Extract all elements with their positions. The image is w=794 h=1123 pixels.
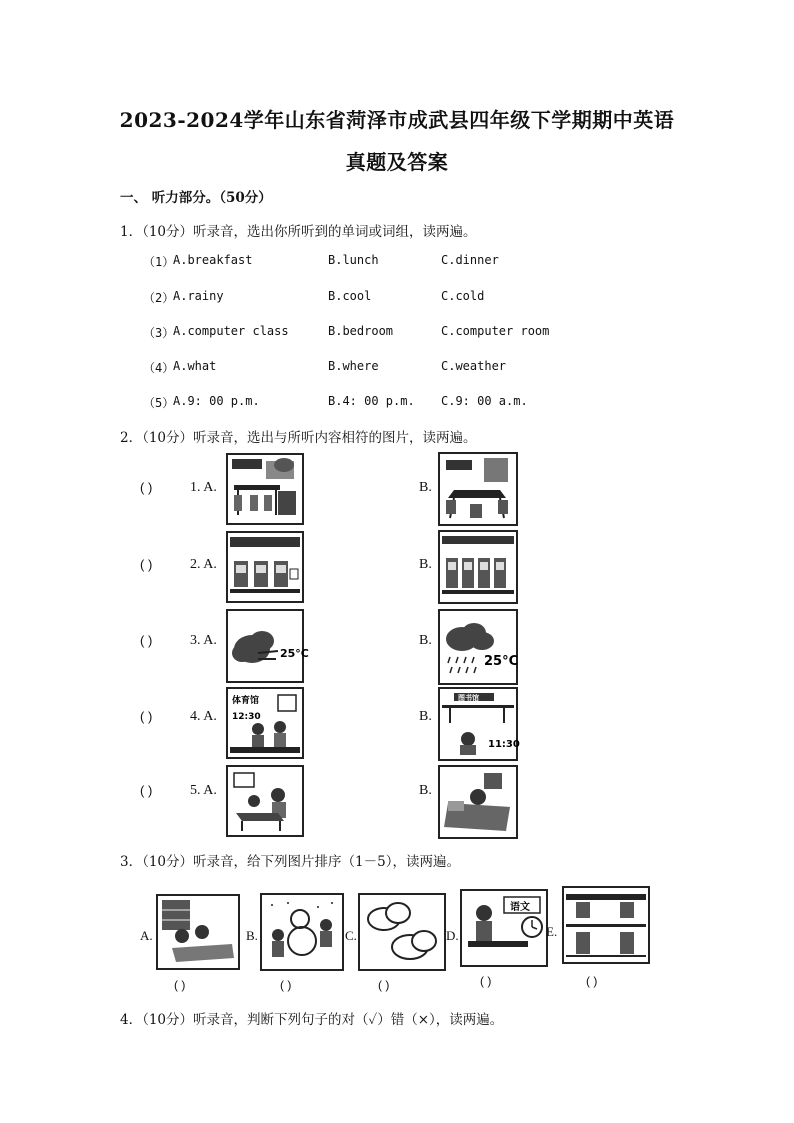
option-b: B.lunch <box>328 253 379 267</box>
page-title-line2: 真题及答案 <box>345 150 449 174</box>
answer-blank[interactable]: ( ) <box>586 974 598 988</box>
picture-room-four-computers <box>438 530 518 604</box>
option-a: A.9: 00 p.m. <box>173 394 260 408</box>
q3-label-a: A. <box>140 928 153 943</box>
answer-blank[interactable]: ( ) <box>140 633 153 648</box>
item-number: （2） <box>143 291 175 305</box>
q2-row5-label-b: B. <box>419 783 432 798</box>
item-number: （5） <box>143 396 175 410</box>
page-title-line1: 2023-2024学年山东省菏泽市成武县四年级下学期期中英语 <box>119 108 675 132</box>
picture-kitchen <box>226 453 304 525</box>
q2-row4-label-a: 4. A. <box>190 709 217 724</box>
option-c: C.cold <box>441 289 485 303</box>
option-a: A.what <box>173 359 217 373</box>
item-number: （1） <box>143 255 175 269</box>
option-b: B.bedroom <box>328 324 394 338</box>
q4-instruction: 4．（10分）听录音，判断下列句子的对（✓）错（×），读两遍。 <box>120 1012 504 1028</box>
picture-windy-weather <box>226 609 309 683</box>
q2-row3b-temp: 25°C <box>484 654 519 669</box>
sign-gym: 体育馆 <box>232 696 260 706</box>
option-c: C.dinner <box>441 253 499 267</box>
option-a: A.breakfast <box>173 253 253 267</box>
option-b: B.cool <box>328 289 372 303</box>
answer-blank[interactable]: ( ) <box>140 480 153 495</box>
picture-reading-in-library <box>156 894 240 970</box>
option-a: A.computer class <box>173 324 289 338</box>
picture-school-building <box>562 886 650 964</box>
sign-library: 图书馆 <box>458 694 479 702</box>
answer-blank[interactable]: ( ) <box>140 709 153 724</box>
q1-instruction: 1．（10分）听录音，选出你所听到的单词或词组，读两遍。 <box>120 224 477 240</box>
picture-gym-time <box>226 687 304 759</box>
picture-room-three-computers <box>226 531 304 603</box>
q2-row1-label-a: 1. A. <box>190 480 217 495</box>
q2-row4-label-b: B. <box>419 709 432 724</box>
option-c: C.computer room <box>441 324 550 338</box>
answer-blank[interactable]: ( ) <box>174 978 186 992</box>
board-chinese: 语文 <box>510 902 530 913</box>
answer-blank[interactable]: ( ) <box>140 783 153 798</box>
item-number: （4） <box>143 361 175 375</box>
q2-row1-label-b: B. <box>419 480 432 495</box>
option-b: B.where <box>328 359 379 373</box>
q3-label-c: C. <box>345 928 357 943</box>
q2-row2-label-a: 2. A. <box>190 557 217 572</box>
picture-library-time <box>438 687 518 761</box>
item-number: （3） <box>143 326 175 340</box>
q2-instruction: 2．（10分）听录音，选出与所听内容相符的图片，读两遍。 <box>120 430 477 446</box>
answer-blank[interactable]: ( ) <box>140 557 153 572</box>
picture-cloudy <box>358 893 446 971</box>
q2-row3a-temp: 25°C <box>280 647 309 660</box>
answer-blank[interactable]: ( ) <box>480 974 492 988</box>
picture-child-in-bed <box>438 765 518 839</box>
q2-row5-label-a: 5. A. <box>190 783 217 798</box>
option-b: B.4: 00 p.m. <box>328 394 415 408</box>
picture-dining-room <box>438 452 518 526</box>
answer-blank[interactable]: ( ) <box>280 978 292 992</box>
section-heading-listening: 一、 听力部分。（50分） <box>120 190 272 206</box>
q3-label-d: D. <box>446 928 459 943</box>
picture-chinese-class <box>460 889 548 967</box>
option-c: C.9: 00 a.m. <box>441 394 528 408</box>
q3-label-e: E. <box>546 924 558 939</box>
time-b: 11:30 <box>488 739 520 750</box>
q3-label-b: B. <box>246 928 258 943</box>
time-a: 12:30 <box>232 712 261 722</box>
q2-row3-label-a: 3. A. <box>190 633 217 648</box>
option-a: A.rainy <box>173 289 224 303</box>
picture-snowman <box>260 893 344 971</box>
q2-row2-label-b: B. <box>419 557 432 572</box>
picture-rainy-weather <box>438 609 518 685</box>
option-c: C.weather <box>441 359 507 373</box>
q2-row3-label-b: B. <box>419 633 432 648</box>
answer-blank[interactable]: ( ) <box>378 978 390 992</box>
picture-children-at-desk <box>226 765 304 837</box>
q3-instruction: 3．（10分）听录音，给下列图片排序（1－5），读两遍。 <box>120 854 460 870</box>
